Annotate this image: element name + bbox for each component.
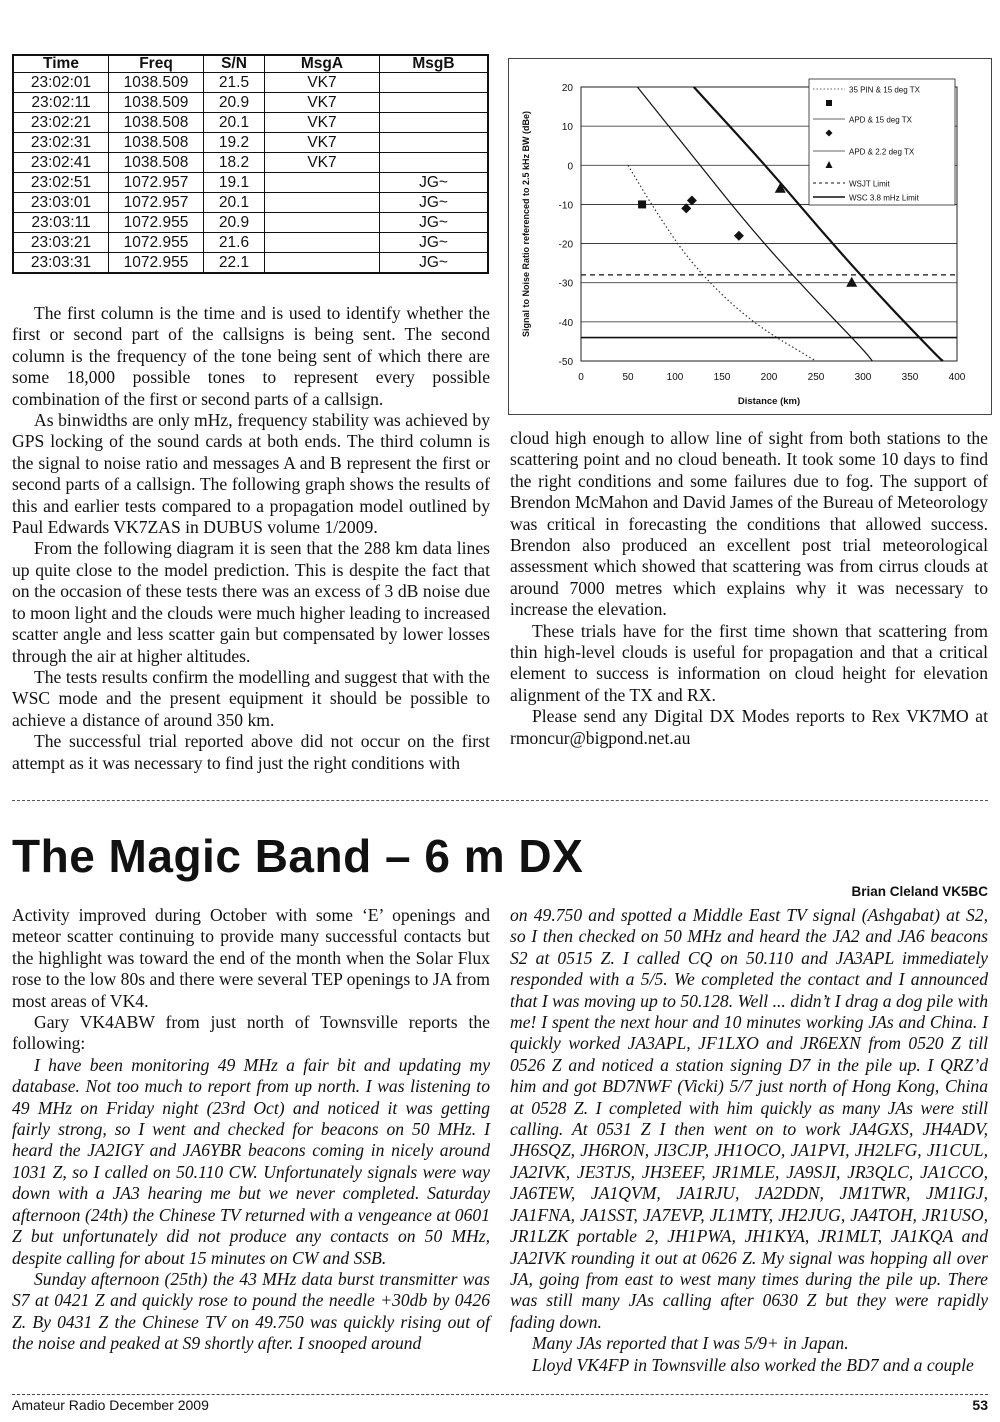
paragraph: Sunday afternoon (25th) the 43 MHz data burst transmitter was S7 at 0421 Z and quickly rose to pound the needle +30db by 0426 Z. By 0431 Z the Chinese TV on 49.750 was quickly rising out of the noise and peaked at S9 shortly after. I snooped around <box>12 1268 490 1354</box>
x-axis-label: Distance (km) <box>737 396 801 407</box>
table-cell: 1072.955 <box>109 233 204 253</box>
table-cell: JG~ <box>380 213 489 233</box>
table-row <box>13 93 488 113</box>
table-cell: 23:02:31 <box>13 133 109 153</box>
paragraph: These trials have for the first time shown that scattering from thin high-level clouds is useful for propagation and that a critical element to success is information on cloud height for elevation alignment of the TX and RX. <box>510 620 988 705</box>
paragraph: Lloyd VK4FP in Townsville also worked the BD7 and a couple <box>532 1354 974 1375</box>
table-cell <box>380 113 489 133</box>
table-cell: 1072.955 <box>109 213 204 233</box>
data-point-square <box>638 200 646 208</box>
table-cell: VK7 <box>265 113 380 133</box>
paragraph: Many JAs reported that I was 5/9+ in Japan. <box>532 1333 849 1354</box>
table-cell <box>380 133 489 153</box>
x-tick-label: 100 <box>666 372 684 383</box>
table-header: S/N <box>204 55 265 73</box>
y-tick-label: -20 <box>558 239 573 251</box>
column-3 <box>12 905 490 1355</box>
legend-label: WSC 3.8 mHz Limit <box>849 193 919 203</box>
table-cell: 20.9 <box>204 93 265 113</box>
paragraph: Gary VK4ABW from just north of Townsville reports the following: <box>12 1012 490 1054</box>
paragraph: cloud high enough to allow line of sight from both stations to the scattering point and no cloud beneath. It took some 10 days to find the right conditions and some failures due to fog. The support of Brendon McMahon and David James of the Bureau of Meteorology was critical in forecasting the conditions that allowed success. Brendon also produced an excellent post trial meteorological assessment which showed that scattering was from cirrus clouds at around 7000 metres which explains why it was necessary to increase the elevation. <box>510 428 988 620</box>
data-point-diamond <box>734 231 744 241</box>
legend-label: APD & 15 deg TX <box>849 115 912 125</box>
table-cell: 23:02:01 <box>13 73 109 93</box>
table-cell: 18.2 <box>204 153 265 173</box>
table-cell: JG~ <box>380 233 489 253</box>
table-cell <box>265 253 380 274</box>
x-tick-label: 200 <box>760 372 778 383</box>
table-cell <box>380 153 489 173</box>
table-cell: 1072.955 <box>109 253 204 274</box>
data-table <box>12 54 489 274</box>
table-cell: VK7 <box>265 133 380 153</box>
table-cell: 20.9 <box>204 213 265 233</box>
table-cell: 1038.509 <box>109 73 204 93</box>
paragraph: The tests results confirm the modelling and suggest that with the WSC mode and the present equipment it should be possible to achieve a distance of around 350 km. <box>12 666 490 730</box>
table-cell: JG~ <box>380 173 489 193</box>
footer-publication: Amateur Radio December 2009 <box>12 1397 209 1413</box>
table-cell <box>380 73 489 93</box>
table-cell: 1038.508 <box>109 113 204 133</box>
chart-svg <box>509 59 991 414</box>
table-cell: 23:02:51 <box>13 173 109 193</box>
paragraph: As binwidths are only mHz, frequency stability was achieved by GPS locking of the sound cards at both ends. The third column is the signal to noise ratio and messages A and B represent the first or second parts of a callsign. The following graph shows the results of this and earlier tests compared to a propagation model outlined by Paul Edwards VK7ZAS in DUBUS volume 1/2009. <box>12 410 490 538</box>
table-row <box>13 73 488 93</box>
x-tick-label: 0 <box>578 372 584 383</box>
y-tick-label: 20 <box>561 83 573 94</box>
y-tick-label: -10 <box>558 200 573 212</box>
table-header-row <box>13 55 488 73</box>
paragraph: The successful trial reported above did not occur on the first attempt as it was necessary to find just the right conditions with <box>12 731 490 773</box>
table-row <box>13 173 488 193</box>
data-point-triangle <box>846 277 857 287</box>
x-tick-label: 350 <box>901 372 919 383</box>
article-title: The Magic Band – 6 m DX <box>12 830 584 882</box>
table-cell: 1038.508 <box>109 153 204 173</box>
table-header: Freq <box>109 55 204 73</box>
table-cell: 1072.957 <box>109 193 204 213</box>
table-cell: 1038.509 <box>109 93 204 113</box>
table-cell: 23:02:11 <box>13 93 109 113</box>
x-tick-label: 400 <box>948 372 966 383</box>
table-cell: 23:03:01 <box>13 193 109 213</box>
table-cell <box>265 173 380 193</box>
paragraph: Please send any Digital DX Modes reports to Rex VK7MO at rmoncur@bigpond.net.au <box>510 706 988 748</box>
table-cell <box>265 213 380 233</box>
table-cell: VK7 <box>265 73 380 93</box>
paragraph: I have been monitoring 49 MHz a fair bit and updating my database. Not too much to report from up north. I was listening to 49 MHz on Friday night (23rd Oct) and noticed it was getting fairly strong, so I went and checked for beacons on 50 MHz. I heard the JA2IGY and JA6YBR beacons coming in nicely around 1031 Z, so I called on 50.110 CW. Unfortunately signals were way down with a JA3 hearing me but we never completed. Saturday afternoon (24th) the Chinese TV returned with a vengeance at 0601 Z but unfortunately did not produce any contacts on 50 MHz, despite calling for about 15 minutes on CW and SSB. <box>12 1054 490 1268</box>
chart-frame <box>508 58 992 415</box>
table-row <box>13 113 488 133</box>
table-cell: VK7 <box>265 93 380 113</box>
table-header: MsgA <box>265 55 380 73</box>
table-row <box>13 253 488 274</box>
table-cell <box>265 233 380 253</box>
table-cell: 1038.508 <box>109 133 204 153</box>
model-curve <box>628 165 816 361</box>
table-header: MsgB <box>380 55 489 73</box>
paragraph: The first column is the time and is used to identify whether the first or second part of the callsigns is being sent. The second column is the frequency of the tone being sent of which there are some 18,000 possible tones to represent every possible combination of the first or second parts of a callsign. <box>12 303 490 409</box>
data-point-diamond <box>687 196 697 206</box>
y-tick-label: -50 <box>558 357 573 368</box>
table-cell: 23:03:21 <box>13 233 109 253</box>
table-cell <box>380 93 489 113</box>
article-author: Brian Cleland VK5BC <box>851 884 988 899</box>
y-tick-label: -30 <box>558 278 573 290</box>
y-tick-label: 0 <box>567 161 573 173</box>
section-divider <box>12 800 988 801</box>
y-axis-label: Signal to Noise Ratio referenced to 2.5 kHz BW (dBe) <box>521 110 531 338</box>
legend-label: 35 PIN & 15 deg TX <box>849 85 921 95</box>
table-cell: 19.1 <box>204 173 265 193</box>
x-tick-label: 300 <box>854 372 872 383</box>
legend-label: APD & 2.2 deg TX <box>849 147 915 157</box>
paragraph: From the following diagram it is seen that the 288 km data lines up quite close to the model prediction. This is despite the fact that on the occasion of these tests there was an excess of 3 dB noise due to moon light and the clouds were much higher leading to increased scatter angle and less scatter gain but compensated by lower losses through the air at higher altitudes. <box>12 538 490 666</box>
table-cell: 23:03:11 <box>13 213 109 233</box>
table-cell: 23:02:21 <box>13 113 109 133</box>
table-cell: VK7 <box>265 153 380 173</box>
footer-divider <box>12 1394 988 1395</box>
x-tick-label: 150 <box>713 372 731 383</box>
table-cell: 23:03:31 <box>13 253 109 274</box>
table-cell: 19.2 <box>204 133 265 153</box>
table-row <box>13 193 488 213</box>
table-cell: JG~ <box>380 193 489 213</box>
table-row <box>13 213 488 233</box>
data-point-diamond <box>681 203 691 213</box>
table-cell <box>265 193 380 213</box>
column-4 <box>510 905 988 1376</box>
table-cell: 20.1 <box>204 193 265 213</box>
x-tick-label: 50 <box>622 372 634 383</box>
table-row <box>13 233 488 253</box>
table-header: Time <box>13 55 109 73</box>
table-row <box>13 153 488 173</box>
table-cell: 23:02:41 <box>13 153 109 173</box>
paragraph: Activity improved during October with some ‘E’ openings and meteor scatter continuing to provide many successful contacts but the highlight was toward the end of the month when the Solar Flux rose to the low 80s and there were several TEP openings to JA from most areas of VK4. <box>12 905 490 1011</box>
column-2 <box>510 428 988 749</box>
table-cell: 22.1 <box>204 253 265 274</box>
table-cell: JG~ <box>380 253 489 274</box>
page-number: 53 <box>972 1397 988 1413</box>
table-cell: 21.5 <box>204 73 265 93</box>
y-tick-label: -40 <box>558 317 573 329</box>
column-1 <box>12 303 490 774</box>
x-tick-label: 250 <box>807 372 825 383</box>
table-cell: 1072.957 <box>109 173 204 193</box>
y-tick-label: 10 <box>561 122 573 134</box>
table-cell: 20.1 <box>204 113 265 133</box>
paragraph: on 49.750 and spotted a Middle East TV signal (Ashgabat) at S2, so I then checked on 50 MHz and heard the JA2 and JA6 beacons S2 at 0515 Z. I called CQ on 50.110 and JA3APL immediately responded with a 5/5. We completed the contact and I announced that I was moving up to 50.128. Well ... didn’t I drag a dog pile with me! I spent the next hour and 10 minutes working JAs and China. I quickly worked JA3APL, JF1LXO and JR6EXN from 0520 Z till 0526 Z and noticed a station signing D7 in the pile up. I QRZ’d him and got BD7NWF (Vicki) 5/7 just north of Hong Kong, China at 0528 Z. I completed with him quickly as many JAs were still calling. At 0531 Z I then went on to work JA4GXS, JH4ADV, JH6SQZ, JH6RON, JI3CJP, JH1OCO, JA1PVI, JH2LFG, JI1CUL, JA2IVK, JE3TJS, JH3EEF, JR1MLE, JA9SJI, JR3QLC, JA1CCO, JA6TEW, JA1QVM, JA1RJU, JA2DDN, JM1TWR, JM1IGJ, JA1FNA, JA1SST, JA7EVP, JL1MTY, JH2JUG, JA4TOH, JR1USO, JR1LZK portable 2, JH1PWA, JH1KYA, JR1MLT, JA1KQA and JA2IVK rounding it out at 0626 Z. My signal was hopping all over JA, going from east to west many times during the pile up. There was still many JAs calling after 0630 Z but they were rapidly fading down. <box>510 905 988 1332</box>
legend-marker-square <box>826 100 832 106</box>
table-cell: 21.6 <box>204 233 265 253</box>
legend-label: WSJT Limit <box>849 179 890 189</box>
table-row <box>13 133 488 153</box>
